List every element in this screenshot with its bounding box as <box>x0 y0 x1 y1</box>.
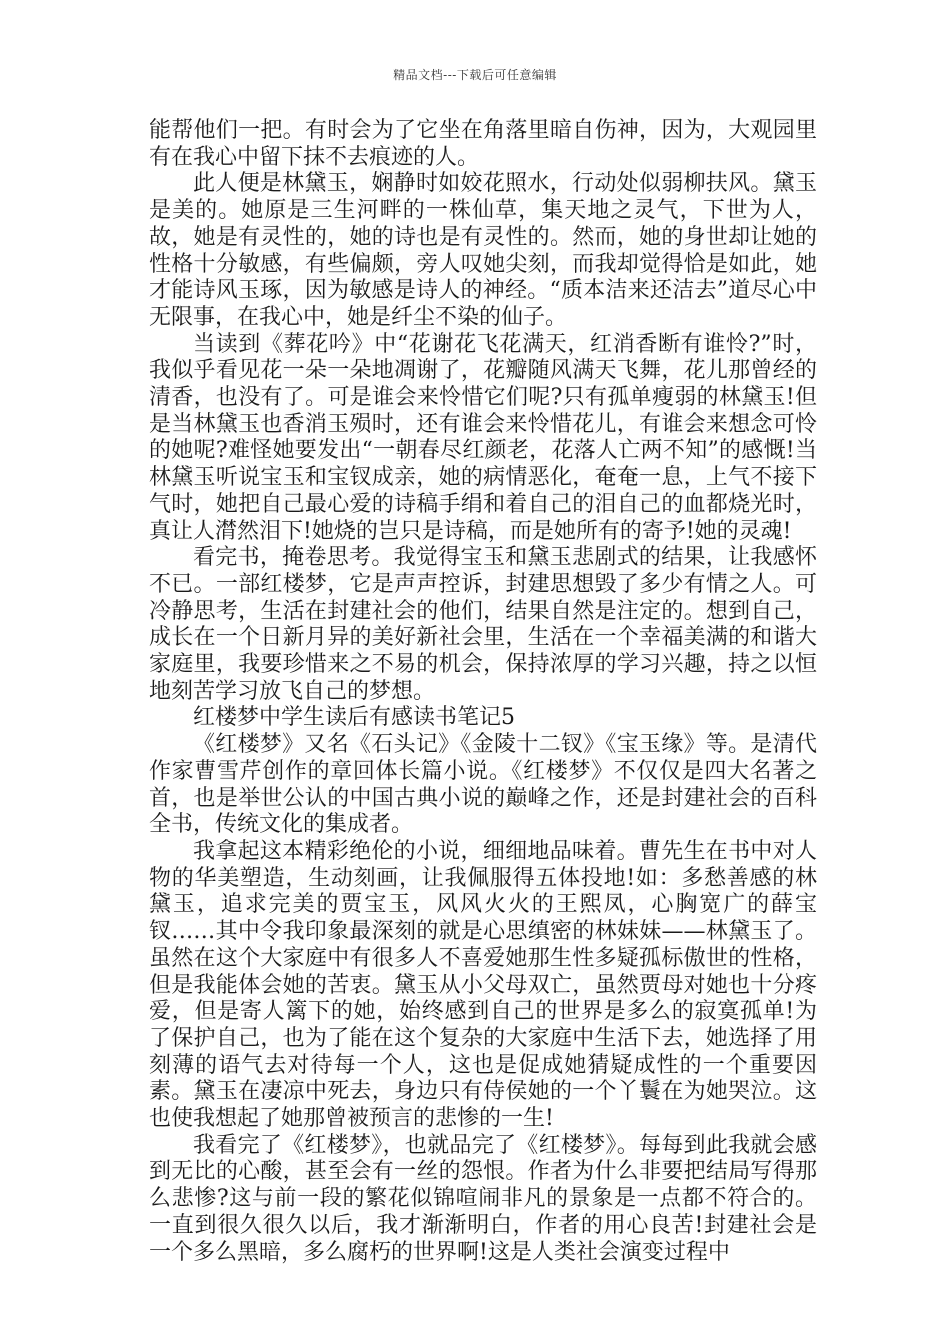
paragraph-3: 当读到《葬花吟》中“花谢花飞花满天，红消香断有谁怜?”时，我似乎看见花一朵一朵地凋谢了，花瓣随风满天飞舞，花儿那曾经的清香，也没有了。可是谁会来怜惜它们呢?只有孤单瘦弱的林黛玉!但是当林黛玉也香消玉殒时，还有谁会来怜惜花儿，有谁会来想念可怜的她呢?难怪她要发出“一朝春尽红颜老，花落人亡两不知”的感慨!当林黛玉听说宝玉和宝钗成亲，她的病情恶化，奄奄一息，上气不接下气时，她把自己最心爱的诗稿手绢和着自己的泪自己的血都烧光时，真让人潸然泪下!她烧的岂只是诗稿，而是她所有的寄予!她的灵魂! <box>149 331 817 544</box>
paragraph-2: 此人便是林黛玉，娴静时如姣花照水，行动处似弱柳扶风。黛玉是美的。她原是三生河畔的一株仙草，集天地之灵气，下世为人，故，她是有灵性的，她的诗也是有灵性的。然而，她的身世却让她的性格十分敏感，有些偏颇，旁人叹她尖刻，而我却觉得恰是如此，她才能诗风玉琢，因为敏感是诗人的神经。“质本洁来还洁去”道尽心中无限事，在我心中，她是纤尘不染的仙子。 <box>149 171 817 330</box>
paragraph-6: 我拿起这本精彩绝伦的小说，细细地品味着。曹先生在书中对人物的华美塑造，生动刻画，让我佩服得五体投地!如：多愁善感的林黛玉，追求完美的贾宝玉，风风火火的王熙凤，心胸宽广的薛宝钗……其中令我印象最深刻的就是心思缜密的林妹妹——林黛玉了。虽然在这个大家庭中有很多人不喜爱她那生性多疑孤标傲世的性格，但是我能体会她的苦衷。黛玉从小父母双亡，虽然贾母对她也十分疼爱，但是寄人篱下的她，始终感到自己的世界是多么的寂寞孤单!为了保护自己，也为了能在这个复杂的大家庭中生活下去，她选择了用刻薄的语气去对待每一个人，这也是促成她猜疑成性的一个重要因素。黛玉在凄凉中死去，身边只有侍侯她的一个丫鬟在为她哭泣。这也使我想起了她那曾被预言的悲惨的一生! <box>149 838 817 1132</box>
paragraph-4: 看完书，掩卷思考。我觉得宝玉和黛玉悲剧式的结果，让我感怀不已。一部红楼梦，它是声声控诉，封建思想毁了多少有情之人。可冷静思考，生活在封建社会的他们，结果自然是注定的。想到自己，成长在一个日新月异的美好新社会里，生活在一个幸福美满的和谐大家庭里，我要珍惜来之不易的机会，保持浓厚的学习兴趣，持之以恒地刻苦学习放飞自己的梦想。 <box>149 545 817 704</box>
document-body <box>149 118 817 1266</box>
paragraph-5: 《红楼梦》又名《石头记》《金陵十二钗》《宝玉缘》等。是清代作家曹雪芹创作的章回体长篇小说。《红楼梦》不仅仅是四大名著之首，也是举世公认的中国古典小说的巅峰之作，还是封建社会的百科全书，传统文化的集成者。 <box>149 732 817 838</box>
paragraph-7: 我看完了《红楼梦》，也就品完了《红楼梦》。每每到此我就会感到无比的心酸，甚至会有一丝的怨恨。作者为什么非要把结局写得那么悲惨?这与前一段的繁花似锦喧闹非凡的景象是一点都不符合的。一直到很久很久以后，我才渐渐明白，作者的用心良苦!封建社会是一个多么黑暗，多么腐朽的世界啊!这是人类社会演变过程中 <box>149 1132 817 1265</box>
paragraph-1: 能帮他们一把。有时会为了它坐在角落里暗自伤神，因为，大观园里有在我心中留下抹不去痕迹的人。 <box>149 118 817 170</box>
section-title: 红楼梦中学生读后有感读书笔记5 <box>193 705 515 731</box>
page-header: 精品文档---下载后可任意编辑 <box>393 68 557 82</box>
